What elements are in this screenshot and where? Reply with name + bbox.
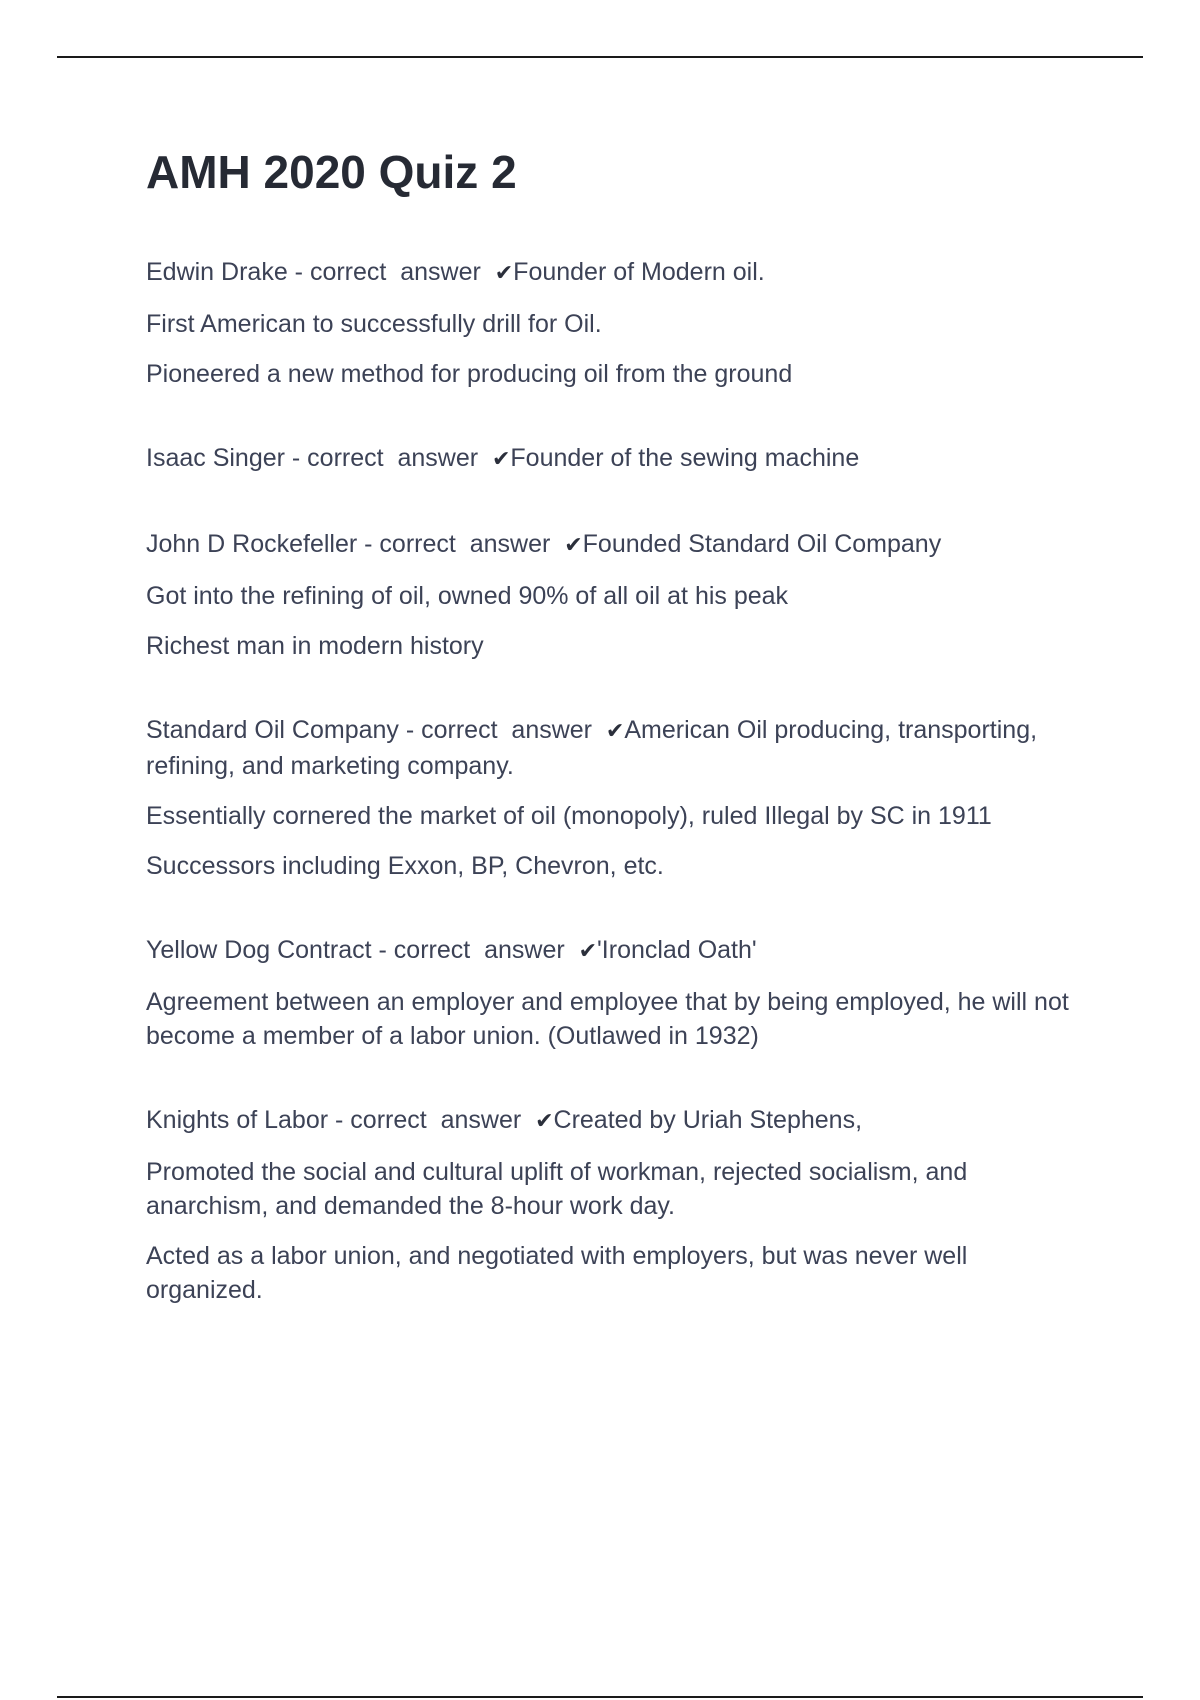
question-line bbox=[146, 255, 1086, 291]
bottom-divider bbox=[57, 1696, 1143, 1698]
detail-line: Essentially cornered the market of oil (monopoly), ruled Illegal by SC in 1911 bbox=[146, 801, 992, 830]
qa-entry bbox=[146, 713, 1086, 883]
answer: American Oil producing, transporting, refining, and marketing company. bbox=[146, 715, 1038, 780]
qa-entry bbox=[146, 441, 1086, 477]
term: Knights of Labor bbox=[146, 1105, 329, 1134]
check-icon: ✔ bbox=[605, 718, 625, 744]
page-title: AMH 2020 Quiz 2 bbox=[146, 146, 517, 198]
answer: Founder of the sewing machine bbox=[510, 443, 860, 472]
top-divider bbox=[57, 56, 1143, 58]
answer: Founded Standard Oil Company bbox=[582, 529, 942, 558]
answer-separator: - correct answer bbox=[287, 257, 495, 286]
answer-separator: - correct answer bbox=[328, 1105, 536, 1134]
answer: Created by Uriah Stephens, bbox=[553, 1105, 863, 1134]
answer-separator: - correct answer bbox=[357, 529, 565, 558]
term: Isaac Singer bbox=[146, 443, 285, 472]
question-line bbox=[146, 933, 1086, 969]
detail-line: Acted as a labor union, and negotiated with employers, but was never well organized. bbox=[146, 1241, 968, 1304]
qa-entry bbox=[146, 527, 1086, 663]
answer: Founder of Modern oil. bbox=[513, 257, 765, 286]
term: Edwin Drake bbox=[146, 257, 288, 286]
qa-entry bbox=[146, 1103, 1086, 1307]
question-line bbox=[146, 527, 1086, 563]
term: Standard Oil Company bbox=[146, 715, 399, 744]
answer-separator: - correct answer bbox=[398, 715, 606, 744]
detail-line: Richest man in modern history bbox=[146, 631, 484, 660]
question-line bbox=[146, 441, 1086, 477]
check-icon: ✔ bbox=[494, 260, 514, 286]
check-icon: ✔ bbox=[491, 446, 511, 472]
answer-separator: - correct answer bbox=[284, 443, 492, 472]
detail-line: Promoted the social and cultural uplift of workman, rejected socialism, and anarchism, and demanded the 8-hour work day. bbox=[146, 1157, 968, 1220]
check-icon: ✔ bbox=[578, 938, 598, 964]
check-icon: ✔ bbox=[535, 1108, 554, 1134]
answer: 'Ironclad Oath' bbox=[597, 935, 757, 964]
check-icon: ✔ bbox=[564, 532, 583, 558]
question-line bbox=[146, 1103, 1086, 1139]
term: Yellow Dog Contract bbox=[146, 935, 372, 964]
document-body bbox=[146, 140, 1086, 1357]
question-line bbox=[146, 713, 1086, 783]
qa-entry bbox=[146, 255, 1086, 391]
qa-entry bbox=[146, 933, 1086, 1053]
detail-line: Agreement between an employer and employee that by being employed, he will not become a member of a labor union. (Outlawed in 1932) bbox=[146, 987, 1069, 1050]
term: John D Rockefeller bbox=[146, 529, 358, 558]
detail-line: Pioneered a new method for producing oil from the ground bbox=[146, 359, 793, 388]
answer-separator: - correct answer bbox=[371, 935, 579, 964]
detail-line: Successors including Exxon, BP, Chevron, etc. bbox=[146, 851, 664, 880]
detail-line: First American to successfully drill for Oil. bbox=[146, 309, 602, 338]
detail-line: Got into the refining of oil, owned 90% of all oil at his peak bbox=[146, 581, 789, 610]
